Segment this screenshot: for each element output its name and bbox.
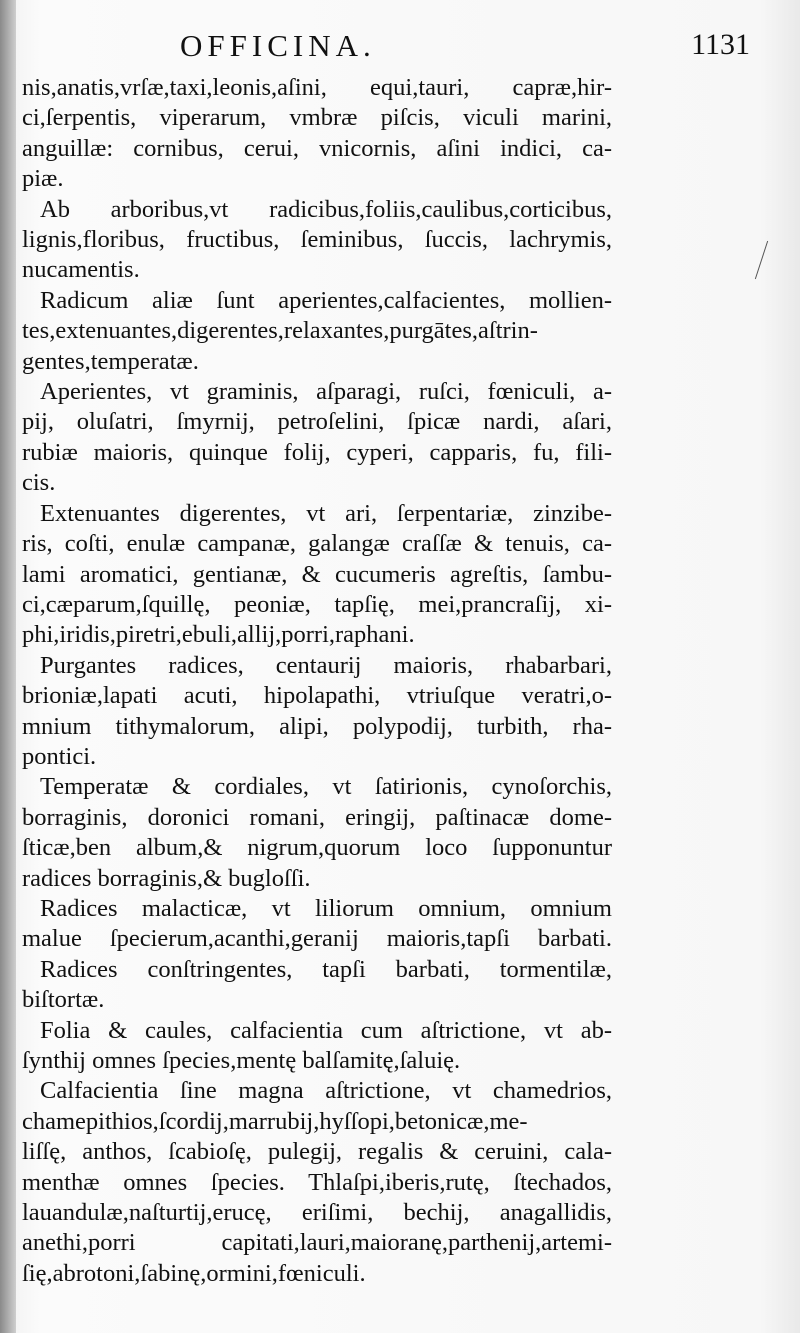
text-line: tes,extenuantes,digerentes,relaxantes,purgātes,aſtrin- <box>22 317 538 345</box>
running-head: OFFICINA. <box>180 28 376 63</box>
text-line: ris, coſti, enulæ campanæ, galangæ craſſæ & tenuis, ca- <box>22 530 612 558</box>
margin-mark <box>755 241 768 279</box>
text-line: ſynthij omnes ſpecies,mentę balſamitę,ſaluię. <box>22 1047 461 1074</box>
text-line: piæ. <box>22 165 64 193</box>
text-line: nis,anatis,vrſæ,taxi,leonis,aſini, equi,tauri, capræ,hir- <box>22 74 612 101</box>
text-line: malue ſpecierum,acanthi,geranij maioris,tapſi barbati. <box>22 925 612 953</box>
text-line: gentes,temperatæ. <box>22 347 199 375</box>
text-line: rubiæ maioris, quinque folij, cyperi, capparis, fu, fili- <box>22 438 612 466</box>
text-body <box>22 73 612 1289</box>
text-line: Radices malacticæ, vt liliorum omnium, omnium <box>40 894 612 922</box>
text-line: ſticæ,ben album,& nigrum,quorum loco ſupponuntur <box>22 834 612 862</box>
text-line: Radicum aliæ ſunt aperientes,calfacientes, mollien- <box>40 286 612 314</box>
text-line: liſſę, anthos, ſcabioſę, pulegij, regalis & ceruini, cala- <box>22 1138 612 1166</box>
text-line: pij, oluſatri, ſmyrnij, petroſelini, ſpicæ nardi, aſari, <box>22 408 612 436</box>
text-line: Radices conſtringentes, tapſi barbati, tormentilæ, <box>40 955 612 983</box>
text-line: anguillæ: cornibus, cerui, vnicornis, aſini indici, ca- <box>22 134 612 162</box>
text-line: biſtortæ. <box>22 986 105 1014</box>
text-line: Temperatæ & cordiales, vt ſatirionis, cynoſorchis, <box>40 773 612 801</box>
text-line: pontici. <box>22 742 97 770</box>
text-line: borraginis, doronici romani, eringij, paſtinacæ dome- <box>22 803 612 831</box>
text-line: phi,iridis,piretri,ebuli,allij,porri,raphani. <box>22 621 415 649</box>
text-line: lami aromatici, gentianæ, & cucumeris agreſtis, ſambu- <box>22 560 612 588</box>
text-line: menthæ omnes ſpecies. Thlaſpi,iberis,rutę, ſtechados, <box>22 1168 612 1196</box>
text-line: lauandulæ,naſturtij,erucę, eriſimi, bechij, anagallidis, <box>22 1199 612 1227</box>
text-line: nucamentis. <box>22 256 140 284</box>
text-line: mnium tithymalorum, alipi, polypodij, turbith, rha- <box>22 712 612 740</box>
page-gutter-shadow <box>0 0 16 1333</box>
text-line: Extenuantes digerentes, vt ari, ſerpentariæ, zinzibe- <box>40 499 612 527</box>
text-line: chamepithios,ſcordij,marrubij,hyſſopi,betonicæ,me- <box>22 1107 528 1135</box>
text-line: ci,cæparum,ſquillę, peoniæ, tapſię, mei,prancraſij, xi- <box>22 590 612 618</box>
text-line: Aperientes, vt graminis, aſparagi, ruſci, fœniculi, a- <box>40 378 612 406</box>
text-line: Calfacientia ſine magna aſtrictione, vt chamedrios, <box>40 1077 612 1105</box>
text-line: Ab arboribus,vt radicibus,foliis,caulibus,corticibus, <box>40 195 612 223</box>
text-line: radices borraginis,& bugloſſi. <box>22 864 311 892</box>
text-line: ſię,abrotoni,ſabinę,ormini,fœniculi. <box>22 1259 366 1287</box>
text-line: Folia & caules, calfacientia cum aſtrictione, vt ab- <box>40 1016 612 1044</box>
page-number: 1131 <box>691 28 750 61</box>
text-line: lignis,floribus, fructibus, ſeminibus, ſuccis, lachrymis, <box>22 226 612 254</box>
text-line: cis. <box>22 469 56 497</box>
text-line: anethi,porri capitati,lauri,maioranę,parthenij,artemi- <box>22 1229 612 1257</box>
page-header <box>180 28 750 70</box>
text-line: ci,ſerpentis, viperarum, vmbræ piſcis, viculi marini, <box>22 104 612 132</box>
text-line: brioniæ,lapati acuti, hipolapathi, vtriuſque veratri,o- <box>22 682 612 710</box>
text-line: Purgantes radices, centaurij maioris, rhabarbari, <box>40 651 612 679</box>
